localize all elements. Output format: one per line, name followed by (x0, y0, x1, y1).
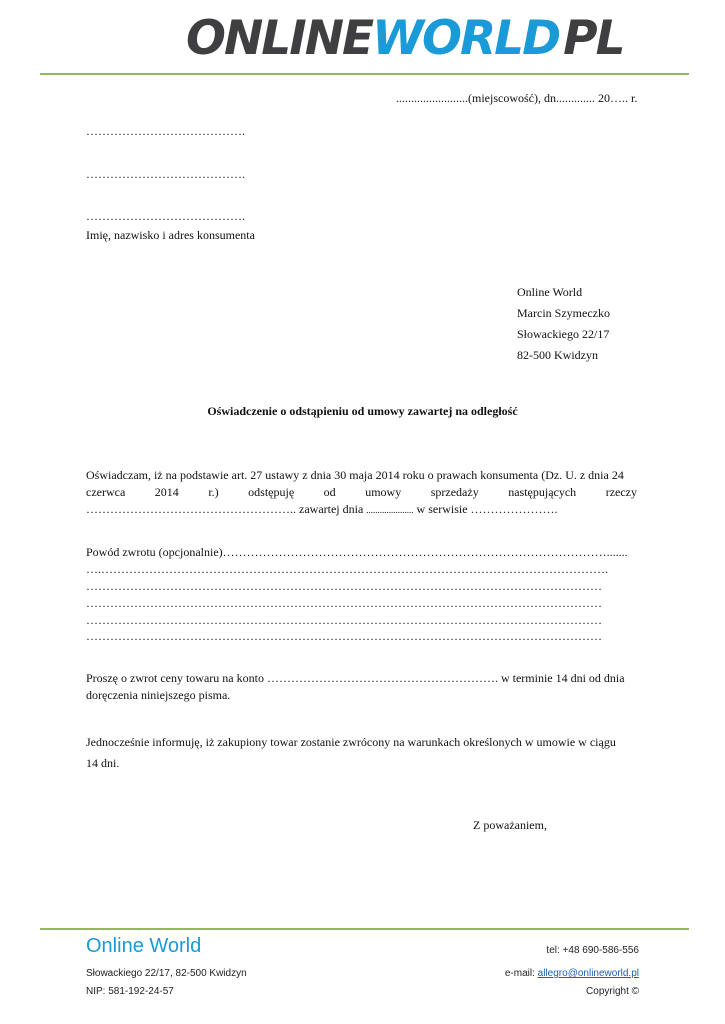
logo-text-pl: PL (563, 10, 624, 66)
document-title: Oświadczenie o odstąpieniu od umowy zawartej na odległość (207, 404, 518, 418)
logo-text-world: WORLD (372, 10, 560, 66)
reason-line-4: ………………………………………………………………………………………………………………… (86, 596, 602, 610)
reason-line-6: ………………………………………………………………………………………………………………… (86, 629, 602, 643)
email-link[interactable]: allegro@onlineworld.pl (537, 968, 639, 979)
footer-nip: NIP: 581-192-24-57 (86, 986, 174, 997)
reason-line-2: ….………………………………………………………………………………………………………………. (86, 562, 608, 576)
footer-copyright: Copyright © (586, 986, 639, 997)
statement-line-3 (86, 502, 558, 517)
reason-line-1: Powód zwrotu (opcjonalnie)……………………………………………………………………………………....... (86, 545, 628, 559)
info-line-2: 14 dni. (86, 756, 120, 770)
logo-text-online: ONLINE (186, 10, 373, 66)
footer-email-label: e-mail: (504, 968, 538, 979)
statement-date-blank: ..................... (366, 505, 414, 515)
statement-line-1: Oświadczam, iż na podstawie art. 27 ustawy z dnia 30 maja 2014 roku o prawach konsumenta (Dz. U. z dnia 24 (86, 468, 624, 482)
consumer-line-1: …………………………………. (86, 124, 245, 138)
info-line-1: Jednocześnie informuję, iż zakupiony towar zostanie zwrócony na warunkach określonych w umowie w ciągu (86, 735, 616, 749)
consumer-line-3: …………………………………. (86, 209, 245, 223)
recipient-name: Online World (517, 285, 583, 299)
reason-line-3: ………………………………………………………………………………………………………………… (86, 579, 602, 593)
footer-address: Słowackiego 22/17, 82-500 Kwidzyn (86, 968, 247, 979)
place-date-line: ........................(miejscowość), dn............. 20….. r. (396, 91, 638, 105)
recipient-street: Słowackiego 22/17 (517, 327, 610, 341)
refund-line-2: doręczenia niniejszego pisma. (86, 688, 231, 702)
consumer-line-2: …………………………………. (86, 167, 245, 181)
footer-email (505, 968, 639, 979)
statement-line-2: czerwca 2014 r.) odstępuję od umowy sprzedaży następujących rzeczy (86, 485, 637, 499)
footer-divider (40, 928, 689, 930)
recipient-person: Marcin Szymeczko (517, 306, 610, 320)
statement-line-3-end: w serwisie …………………. (413, 502, 558, 516)
header-divider (40, 73, 689, 75)
footer-company: Online World (86, 935, 202, 957)
refund-line-1: Proszę o zwrot ceny towaru na konto …………………………………………………. w terminie 14 dni od dnia (86, 671, 625, 685)
closing-text: Z poważaniem, (473, 818, 547, 832)
recipient-city: 82-500 Kwidzyn (517, 348, 598, 362)
footer-phone: tel: +48 690-586-556 (546, 945, 639, 956)
consumer-label: Imię, nazwisko i adres konsumenta (86, 228, 255, 242)
statement-line-3-start: …………………………………………….. zawartej dnia (86, 502, 367, 516)
site-logo (186, 10, 624, 66)
reason-line-5: ………………………………………………………………………………………………………………… (86, 613, 602, 627)
